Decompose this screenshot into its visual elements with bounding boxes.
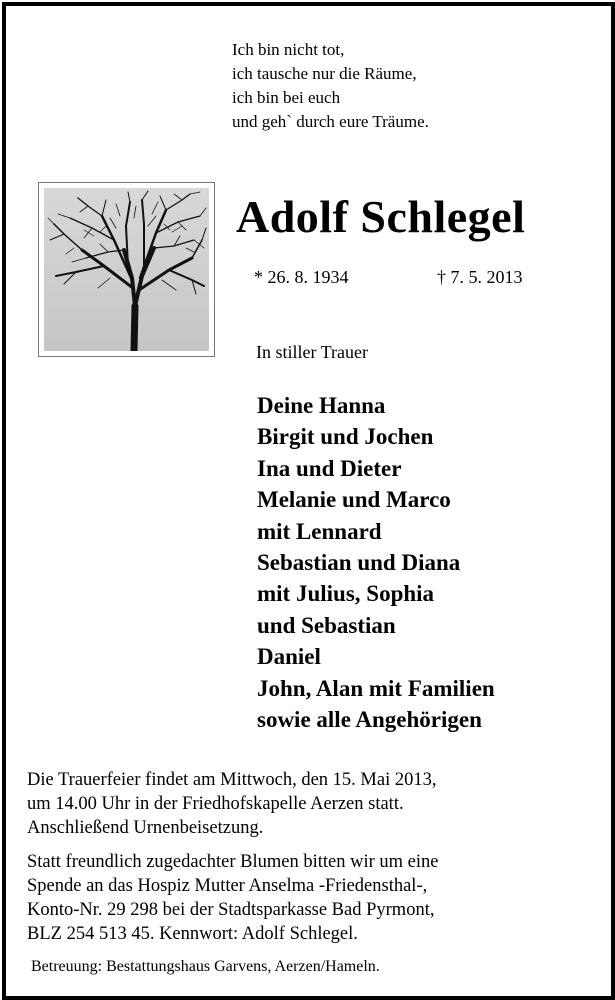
donation-line: Spende an das Hospiz Mutter Anselma -Friedensthal-,: [27, 876, 428, 896]
ceremony-line: Anschließend Urnenbeisetzung.: [27, 818, 264, 838]
poem-line: ich bin bei euch: [232, 88, 341, 107]
memorial-photo: [38, 182, 215, 357]
undertaker-credit: Betreuung: Bestattungshaus Garvens, Aerzen/Hameln.: [31, 958, 380, 975]
birth-date: * 26. 8. 1934: [254, 267, 349, 287]
deceased-name: Adolf Schlegel: [236, 191, 526, 242]
poem: [232, 38, 429, 134]
donation-line: Statt freundlich zugedachter Blumen bitten wir um eine: [27, 852, 439, 872]
poem-line: Ich bin nicht tot,: [232, 40, 345, 59]
mourner-name: John, Alan mit Familien: [257, 675, 495, 701]
mourner-name: sowie alle Angehörigen: [257, 707, 482, 733]
mourner-name: Melanie und Marco: [257, 487, 451, 513]
mourners-list: [257, 390, 495, 735]
mourner-name: Daniel: [257, 644, 321, 670]
donation-info: [27, 850, 439, 946]
death-date: † 7. 5. 2013: [437, 267, 523, 287]
mourner-name: Deine Hanna: [257, 393, 386, 418]
bare-tree-icon: [44, 188, 209, 351]
mourner-name: mit Julius, Sophia: [257, 581, 435, 607]
mourner-name: Sebastian und Diana: [257, 550, 461, 576]
poem-line: ich tausche nur die Räume,: [232, 64, 417, 83]
poem-line: und geh` durch eure Träume.: [232, 112, 429, 131]
mourner-name: Birgit und Jochen: [257, 424, 434, 450]
mourner-name: mit Lennard: [257, 518, 382, 544]
mourner-name: und Sebastian: [257, 612, 396, 638]
donation-line: Konto-Nr. 29 298 bei der Stadtsparkasse Bad Pyrmont,: [27, 900, 435, 920]
mourning-intro: In stiller Trauer: [256, 342, 368, 362]
ceremony-line: um 14.00 Uhr in der Friedhofskapelle Aerzen statt.: [27, 794, 404, 814]
ceremony-line: Die Trauerfeier findet am Mittwoch, den 15. Mai 2013,: [27, 770, 437, 790]
donation-line: BLZ 254 513 45. Kennwort: Adolf Schlegel.: [27, 924, 358, 944]
ceremony-info: [27, 768, 436, 840]
photo-background: [44, 188, 209, 351]
mourner-name: Ina und Dieter: [257, 455, 402, 481]
